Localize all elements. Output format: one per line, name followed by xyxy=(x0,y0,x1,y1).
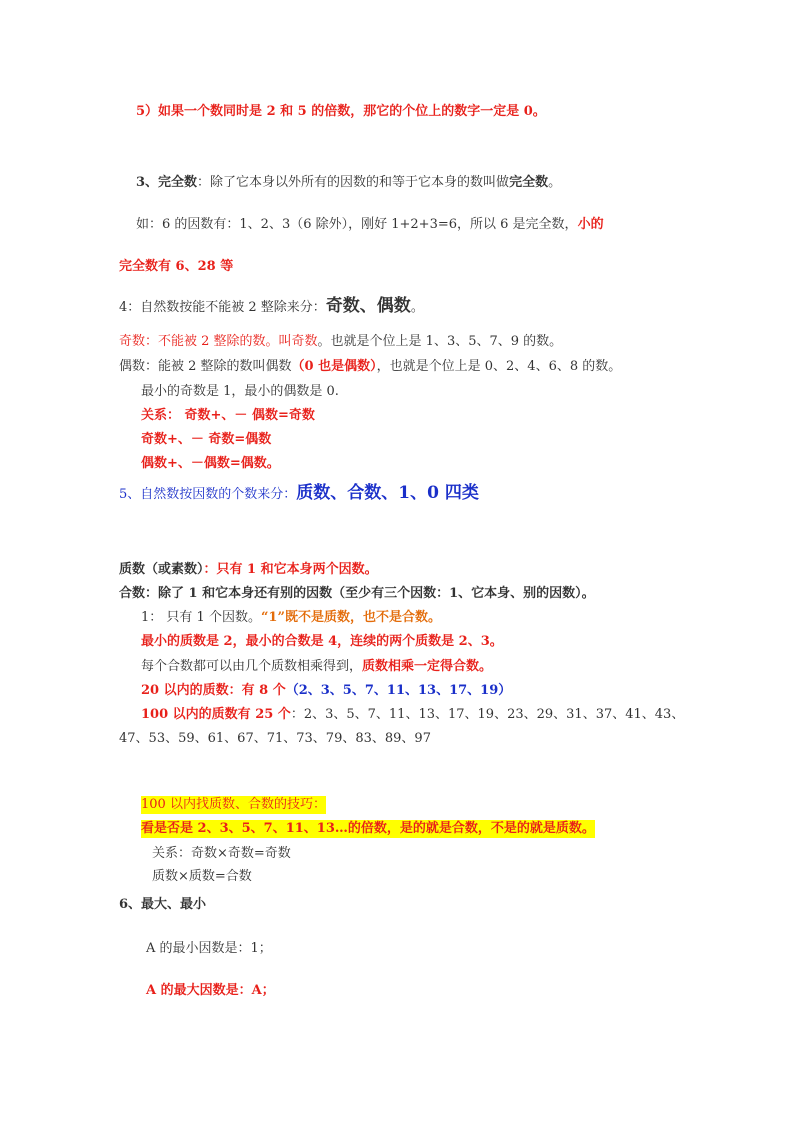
perfect-number-heading: 3、完全数 xyxy=(136,175,198,190)
line-odd-even-heading xyxy=(119,297,424,317)
odd-even-period: 。 xyxy=(410,300,424,315)
line-relation-2: 奇数+、－ 奇数=偶数 xyxy=(141,432,272,447)
one-neither-note: “1”既不是质数，也不是合数。 xyxy=(260,610,441,625)
line-one-note xyxy=(141,609,441,627)
primes-within-20-list: （2、3、5、7、11、13、17、19） xyxy=(285,683,512,698)
line-primes-within-100 xyxy=(141,706,684,724)
odd-even-intro: 4：自然数按能不能被 2 整除来分： xyxy=(119,300,326,315)
perfect-number-example-text: 如：6 的因数有：1、2、3（6 除外），刚好 1+2+3=6，所以 6 是完全数， xyxy=(136,217,578,232)
prime-term: 质数（或素数） xyxy=(119,562,204,577)
perfect-number-example-emphasis: 小的 xyxy=(577,217,604,232)
even-zero-note: （0 也是偶数） xyxy=(291,359,377,374)
perfect-number-term: 完全数 xyxy=(509,175,549,190)
line-odd-times-odd: 关系：奇数×奇数=奇数 xyxy=(152,846,291,861)
prime-composite-title: 质数、合数、1、0 四类 xyxy=(296,483,479,503)
line-max-min-heading: 6、最大、最小 xyxy=(119,897,207,912)
even-definition-rest: ，也就是个位上是 0、2、4、6、8 的数。 xyxy=(376,359,622,374)
line-perfect-number-example xyxy=(136,216,604,234)
line-perfect-number-definition xyxy=(136,174,561,192)
primes-within-100-label: 100 以内的质数有 25 个 xyxy=(141,707,291,722)
line-trick-rule: 看是否是 2、3、5、7、11、13…的倍数，是的就是合数，不是的就是质数。 xyxy=(141,821,595,836)
line-primes-within-20 xyxy=(141,682,511,700)
line-smallest-factor: A 的最小因数是：1； xyxy=(146,941,272,956)
primes-within-100-list: ：2、3、5、7、11、13、17、19、23、29、31、37、41、43、 xyxy=(290,707,685,722)
line-odd-definition xyxy=(119,333,562,351)
composite-product-text: 每个合数都可以由几个质数相乘得到， xyxy=(141,659,363,674)
line-prime-composite-heading xyxy=(119,484,479,504)
line-even-definition xyxy=(119,358,621,376)
line-trick-heading: 100 以内找质数、合数的技巧： xyxy=(141,797,326,812)
prime-product-rule: 质数相乘一定得合数。 xyxy=(362,659,493,674)
line-relation-1: 关系： 奇数+、－ 偶数=奇数 xyxy=(141,408,315,423)
even-definition-text: 偶数：能被 2 整除的数叫偶数 xyxy=(119,359,292,374)
prime-composite-intro: 5、自然数按因数的个数来分： xyxy=(119,487,297,502)
line-prime-definition xyxy=(119,561,378,579)
line-composite-definition xyxy=(119,585,595,603)
line-smallest-odd-even: 最小的奇数是 1，最小的偶数是 0. xyxy=(141,384,339,399)
line-prime-times-prime: 质数×质数=合数 xyxy=(152,869,252,884)
primes-within-20-label: 20 以内的质数：有 8 个 xyxy=(141,683,286,698)
odd-definition-text: 奇数：不能被 2 整除的数。叫奇数 xyxy=(119,334,318,349)
odd-definition-rest: 。也就是个位上是 1、3、5、7、9 的数。 xyxy=(317,334,563,349)
line-primes-within-100-continued: 47、53、59、61、67、71、73、79、83、89、97 xyxy=(119,731,431,746)
perfect-number-period: 。 xyxy=(548,175,562,190)
line-smallest-prime-composite: 最小的质数是 2，最小的合数是 4，连续的两个质数是 2、3。 xyxy=(141,634,503,649)
composite-term: 合数 xyxy=(119,586,146,601)
composite-definition-text: ：除了 1 和它本身还有别的因数（至少有三个因数：1、它本身、别的因数）。 xyxy=(145,586,595,601)
line-relation-3: 偶数+、－偶数=偶数。 xyxy=(141,456,280,471)
line-multiple-of-2-and-5: 5）如果一个数同时是 2 和 5 的倍数，那它的个位上的数字一定是 0。 xyxy=(136,104,546,119)
one-factor-text: 1： 只有 1 个因数。 xyxy=(141,610,261,625)
perfect-number-text: ：除了它本身以外所有的因数的和等于它本身的数叫做 xyxy=(197,175,510,190)
line-largest-factor: A 的最大因数是：A； xyxy=(146,983,275,998)
odd-even-title: 奇数、偶数 xyxy=(325,296,411,316)
prime-definition-text: ：只有 1 和它本身两个因数。 xyxy=(203,562,378,577)
line-perfect-numbers-list: 完全数有 6、28 等 xyxy=(119,259,234,274)
line-composite-product xyxy=(141,658,492,676)
